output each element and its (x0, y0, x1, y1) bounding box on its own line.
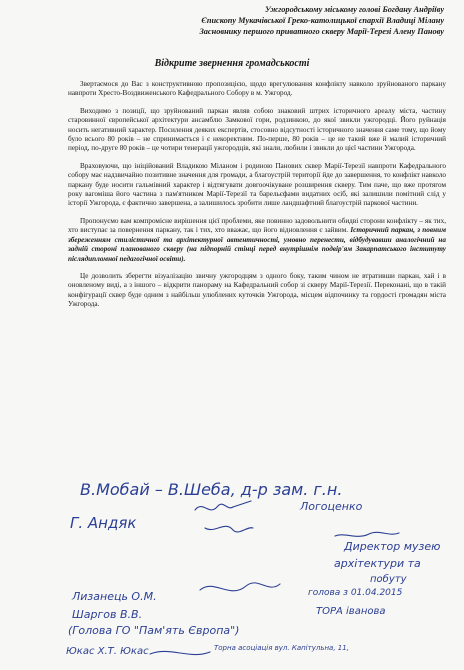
addressee-founder: Засновнику першого приватного скверу Марії-Терезі Алену Панову (199, 27, 444, 36)
paragraph-4 (68, 217, 446, 264)
signatures-area (0, 470, 464, 670)
handwritten-line-5b: ТОРА іванова (316, 606, 386, 617)
signature-scribble-3 (335, 532, 399, 536)
signature-scribble-2 (205, 526, 253, 532)
paragraph-2: Виходимо з позиції, що зруйнований паркан являв собою знаковий штрих історичного ареалу міста, частину старовинної європейської архітектури ансамблю Замкової гори, родзинкою, до якої звикли ужгородці. Його руйнація носить негативний характер. Посилення деяких експертів, стосовно відсутності історичного значення саме тому, що йому було всього 80 років – не спринимається і є некоректним. По-перше, 80 років – це не такий вже й малий історичний період, по-друге 80 років – це чотири тенерації ужгородців, які знали, любили і звикли до цієї частини Ужгорода. (68, 106, 446, 153)
handwritten-line-3c: побуту (370, 574, 407, 585)
addressee-mayor: Ужгородському міському голові Богдану Андріїву (264, 5, 444, 14)
handwritten-line-4a: Лизанець О.М. (72, 590, 157, 603)
paragraph-4-proposal: Історичний паркан, з повним збереженням стилістичної та архітектурної автентичності, умовно перенести, відбудувавши аналогічний на задній стороні планованого скверу (на підпорній стінці перед внутрішнім подвір'ям Закарпатського інституту післядипломної педагогічної освіти). (68, 226, 447, 263)
handwritten-line-3b: архітектури та (334, 557, 421, 570)
handwritten-line-1: В.Мобай – В.Шеба, д-р зам. г.н. (80, 480, 343, 499)
signature-scribble-5 (150, 651, 210, 654)
handwritten-line-5a: Шаргов В.В. (72, 608, 143, 621)
letter-title: Відкрите звернення громадськості (154, 58, 310, 69)
handwritten-line-1b: Логоценко (300, 500, 363, 513)
signature-scribble-1 (195, 501, 251, 510)
handwritten-line-4b: голова з 01.04.2015 (308, 588, 403, 598)
addressee-bishop: Єпископу Мукачівської Греко-католицької єпархії Владиці Мілану (201, 16, 444, 25)
letter-body (68, 80, 446, 318)
signature-scribble-4 (200, 583, 280, 591)
paragraph-5: Це дозволить зберегти візуалізацію звичну ужгородцям з одного боку, таким чином не втративши паркан, хай і в оновленому виді, а з іншого – відкрити панораму на Кафедральний собор зі скверу Марії-Терезії. Переконані, що в такій конфігурації сквер буде одним з найбільш улюблених куточків Ужгорода, місцем відпочинку та гордості громадян міста Ужгорода. (68, 271, 446, 309)
addressee-block (44, 4, 444, 37)
handwritten-line-7b: Торна асоціація вул. Капітульна, 11, (214, 644, 349, 652)
handwritten-line-3a: Директор музею (344, 540, 441, 553)
handwritten-line-7a: Юкас Х.Т. Юкас (66, 646, 149, 657)
handwritten-line-6: (Голова ГО "Пам'ять Європа") (68, 624, 240, 637)
handwritten-line-2: Г. Андяк (70, 514, 137, 532)
paragraph-4-text: Пропонуємо вам компромісне вирішення цієї проблеми, яке повинно задовольнити обидві сторони конфлікту – як тих, хто виступає за повернення паркану, так і тих, хто вважає, що його відновлення є зайвим. (68, 216, 446, 235)
signature-strokes (0, 470, 464, 670)
paragraph-3: Враховуючи, що ініційований Владикою Міланом і родиною Панових сквер Марії-Терезії навпроти Кафедрального собору має надзвичайно позитивне значення для громади, а благоустрій території йде до завершення, то конфлікт навколо паркану буде носити гальмівний характер і відтягувати довгоочікуване розширення скверу. Тим паче, що вже протягом року вагомішa його частина з пам'ятником Марії-Терезії та барельєфами видатних осіб, які залишили помітний слід у історії Ужгорода, є фактично завершена, а залишилось зробити лише ландшафтний благоустрій паркової частини. (68, 161, 446, 208)
paragraph-1: Звертаємося до Вас з конструктивною пропозицією, щодо врегулювання конфлікту навколо зруйнованого паркану навпроти Хресто-Воздвиженського Кафедрального Собору в м. Ужгород. (68, 80, 446, 98)
